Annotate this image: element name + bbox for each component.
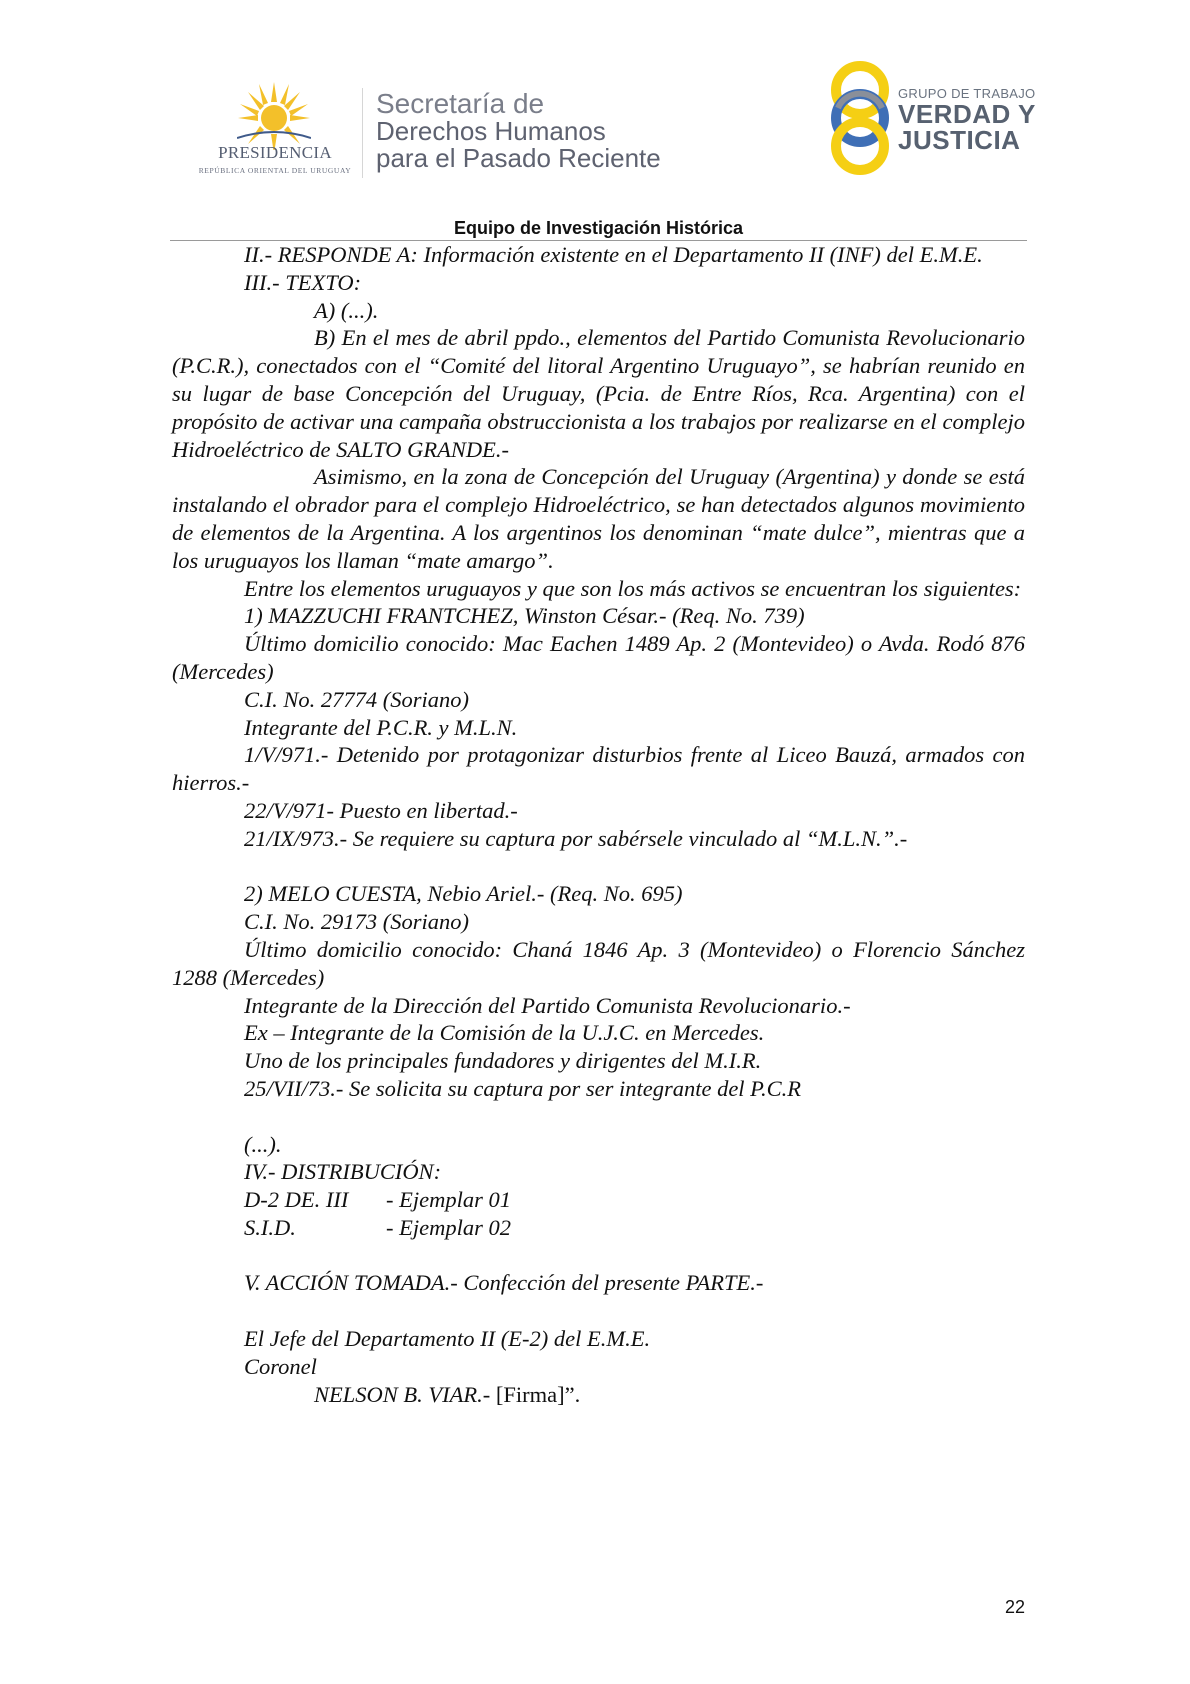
signatory-title: El Jefe del Departamento II (E-2) del E.M.E.	[244, 1326, 651, 1352]
accion-tomada: V. ACCIÓN TOMADA.- Confección del presente PARTE.-	[244, 1270, 764, 1296]
distribucion-row	[172, 1214, 1025, 1242]
person-1-libertad: 22/V/971- Puesto en libertad.-	[244, 797, 518, 823]
distribucion-recipient: S.I.D.	[244, 1214, 296, 1240]
distribucion-heading: IV.- DISTRIBUCIÓN:	[244, 1159, 442, 1185]
person-1-heading: 1) MAZZUCHI FRANTCHEZ, Winston César.- (Req. No. 739)	[244, 603, 805, 629]
person-2-heading: 2) MELO CUESTA, Nebio Ariel.- (Req. No. 695)	[244, 881, 683, 907]
secretaria-line-2: Derechos Humanos	[376, 116, 606, 146]
presidencia-name: PRESIDENCIA	[218, 143, 332, 162]
distribucion-row	[172, 1186, 1025, 1214]
person-1-ci: C.I. No. 27774 (Soriano)	[244, 686, 469, 712]
person-1-domicilio: Último domicilio conocido: Mac Eachen 1489 Ap. 2 (Montevideo) o Avda. Rodó 876 (Mercedes)	[172, 631, 1025, 684]
secretaria-line-3: para el Pasado Reciente	[376, 143, 661, 173]
page-header	[0, 0, 1190, 238]
person-2-mir: Uno de los principales fundadores y dirigentes del M.I.R.	[244, 1048, 762, 1074]
distribucion-copy: - Ejemplar 01	[386, 1187, 511, 1213]
signature-note: [Firma]”.	[490, 1381, 581, 1407]
spacer	[172, 1242, 1025, 1270]
grupo-trabajo-line-2: VERDAD Y	[898, 99, 1036, 129]
secretaria-line-1: Secretaría de	[376, 88, 545, 119]
paragraph-responde: II.- RESPONDE A: Información existente en el Departamento II (INF) del E.M.E.	[244, 242, 983, 267]
grupo-trabajo-line-1: GRUPO DE TRABAJO	[898, 86, 1036, 101]
sun-emblem-icon	[237, 80, 311, 150]
paragraph-asimismo: Asimismo, en la zona de Concepción del Uruguay (Argentina) y donde se está instalando el obrador para el complejo Hidroeléctrico, se han detectados algunos movimiento de elementos de la Argentina. A los argentinos los denominan “mate dulce”, mientras que a los uruguayos los llaman “mate amargo”.	[172, 464, 1025, 573]
document-body	[172, 241, 1025, 1408]
person-1-detenido: 1/V/971.- Detenido por protagonizar disturbios frente al Liceo Bauzá, armados con hierros.-	[172, 742, 1025, 796]
paragraph-elementos: Entre los elementos uruguayos y que son los más activos se encuentran los siguientes:	[244, 575, 1022, 601]
grupo-trabajo-title	[898, 86, 1036, 153]
linked-rings-icon	[820, 58, 900, 178]
grupo-trabajo-line-3: JUSTICIA	[898, 125, 1021, 155]
distribucion-recipient: D-2 DE. III	[244, 1187, 349, 1213]
person-2-captura: 25/VII/73.- Se solicita su captura por ser integrante del P.C.R	[244, 1075, 802, 1101]
spacer	[172, 1297, 1025, 1325]
person-2-domicilio: Último domicilio conocido: Chaná 1846 Ap. 3 (Montevideo) o Florencio Sánchez 1288 (Mercedes)	[172, 936, 1025, 990]
person-1-captura: 21/IX/973.- Se requiere su captura por sabérsele vinculado al “M.L.N.”.-	[244, 825, 908, 851]
signatory-line	[172, 1381, 1025, 1409]
spacer	[172, 853, 1025, 881]
team-heading: Equipo de Investigación Histórica	[453, 218, 744, 238]
presidencia-logo	[195, 80, 355, 180]
person-1-integrante: Integrante del P.C.R. y M.L.N.	[244, 714, 518, 740]
paragraph-item-a: A) (...).	[314, 297, 379, 323]
person-2-ujc: Ex – Integrante de la Comisión de la U.J.C. en Mercedes.	[244, 1020, 765, 1046]
paragraph-texto-heading: III.- TEXTO:	[244, 269, 362, 295]
page-number: 22	[1005, 1597, 1026, 1617]
distribucion-copy: - Ejemplar 02	[386, 1214, 511, 1240]
spacer	[172, 1103, 1025, 1131]
paragraph-ellipsis: (...).	[244, 1131, 282, 1157]
secretaria-title	[376, 90, 661, 172]
presidencia-subtitle: REPÚBLICA ORIENTAL DEL URUGUAY	[198, 166, 352, 175]
signatory-rank: Coronel	[244, 1353, 317, 1379]
header-divider	[362, 88, 363, 178]
person-2-ci: C.I. No. 29173 (Soriano)	[244, 909, 469, 935]
paragraph-item-b: B) En el mes de abril ppdo., elementos del Partido Comunista Revolucionario (P.C.R.), conectados con el “Comité del litoral Argentino Uruguayo”, se habrían reunido en su lugar de base Concepción del Uruguay, (Pcia. de Entre Ríos, Rca. Argentina) con el propósito de activar una campaña obstruccionista a los trabajos por realizarse en el complejo Hidroeléctrico de SALTO GRANDE.-	[172, 325, 1025, 462]
signatory-name: NELSON B. VIAR.-	[314, 1381, 491, 1407]
person-2-direccion: Integrante de la Dirección del Partido Comunista Revolucionario.-	[244, 992, 851, 1018]
